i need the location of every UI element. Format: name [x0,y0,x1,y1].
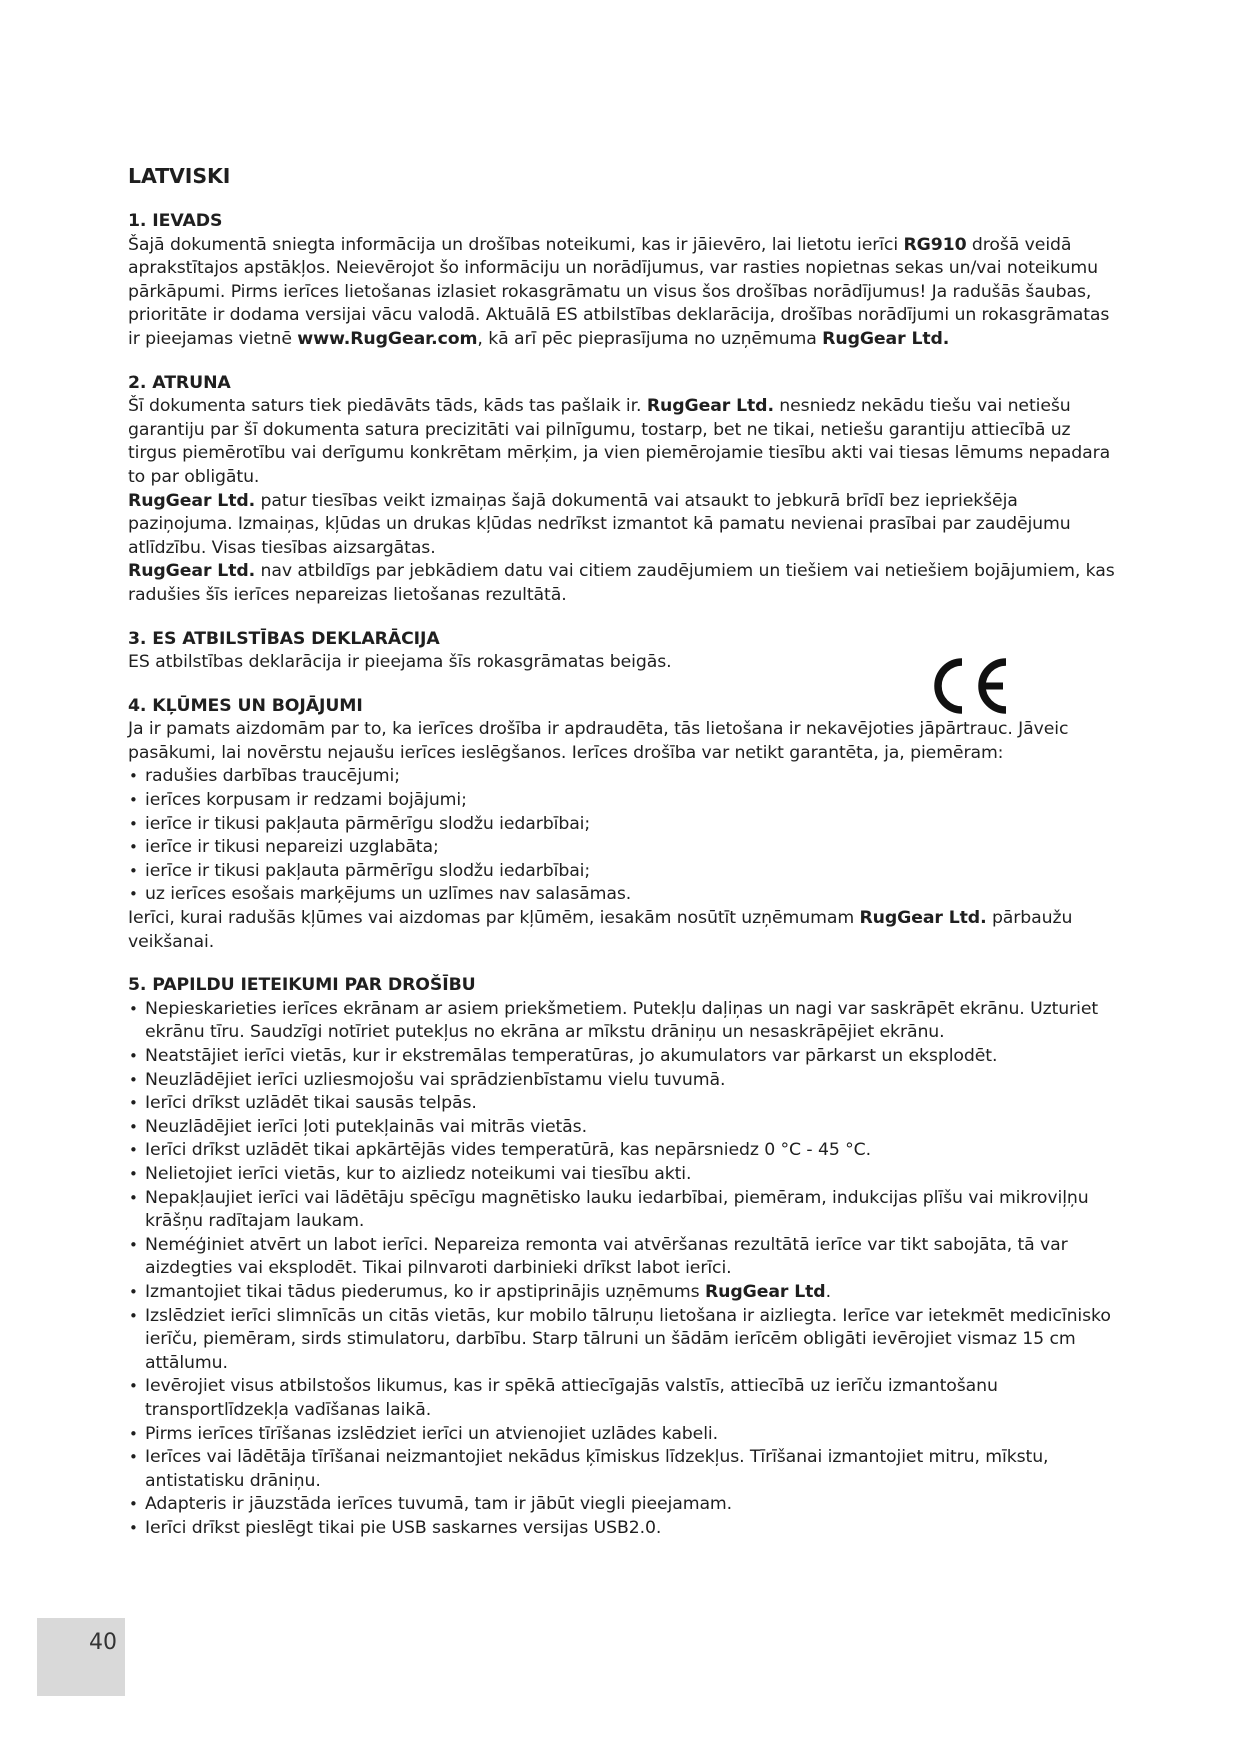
section-title: 5. PAPILDU IETEIKUMI PAR DROŠĪBU [128,975,476,996]
section-disclaimer [128,372,1118,608]
list-item: • ierīce ir tikusi pakļauta pārmērīgu slodžu iedarbībai; [128,813,1118,837]
company-name: RugGear Ltd. [859,908,987,929]
text-run: drošā veidā aprakstītajos apstākļos. Neievērojot šo informāciju un norādījumus, var rasties nopietnas sekas un/vai noteikumu pārkāpumi. Pirms ierīces lietošanas izlasiet rokasgrāmatu un visus šos drošības norādījumus! Ja radušās šaubas, prioritāte ir dodama versijai vācu valodā. Aktuālā ES atbilstības deklarācija, drošības norādījumi un rokasgrāmatas ir pieejamas vietnē [128,234,1110,349]
conformity-text: ES atbilstības deklarācija ir pieejama šīs rokasgrāmatas beigās. [128,652,672,673]
section-title: 1. IEVADS [128,211,223,231]
faults-intro: Ja ir pamats aizdomām par to, ka ierīces drošība ir apdraudēta, tās lietošana ir nekavējoties jāpārtrauc. Jāveic pasākumi, lai novērstu nejaušu ierīces ieslēgšanos. Ierīces drošība var netikt garantēta, ja, piemēram: [128,719,1069,763]
list-item: • Ierīci drīkst uzlādēt tikai sausās telpās. [128,1092,1118,1116]
section-safety [128,974,1118,1540]
intro-paragraph [128,234,1118,352]
page-number-tab [37,1618,125,1696]
company-name: RugGear Ltd. [128,490,256,511]
disclaimer-paragraph-3 [128,560,1118,607]
company-name: RugGear Ltd. [128,561,256,582]
text-run: . [825,1281,831,1302]
list-item: • Neméģiniet atvērt un labot ierīci. Nepareiza remonta vai atvēršanas rezultātā ierīce var tikt sabojāta, tā var aizdegties vai eksplodēt. Tikai pilnvaroti darbinieki drīkst labot ierīci. [128,1234,1118,1281]
text-run: nav atbildīgs par jebkādiem datu vai citiem zaudējumiem un tiešiem vai netiešiem bojājumiem, kas radušies šīs ierīces nepareizas lietošanas rezultātā. [128,561,1115,605]
text-run: Ierīci, kurai radušās kļūmes vai aizdomas par kļūmēm, iesakām nosūtīt uzņēmumam [128,908,860,929]
device-model: RG910 [903,234,967,255]
list-item: • Ierīci drīkst pieslēgt tikai pie USB saskarnes versijas USB2.0. [128,1517,1118,1541]
page-number: 40 [89,1630,117,1655]
section-title: 3. ES ATBILSTĪBAS DEKLARĀCIJA [128,628,440,649]
section-intro [128,210,1118,352]
text-run: nesniedz nekādu tiešu vai netiešu garantiju par šī dokumenta satura precizitāti vai pilnīgumu, tostarp, bet ne tikai, netiešu garantiju attiecībā uz tirgus piemērotību vai derīgumu konkrētam mērķim, ja vien piemērojamie tiesību akti vai tiesas lēmums nepadara to par obligātu. [128,396,1111,487]
list-item: • Ierīci drīkst uzlādēt tikai apkārtējās vides temperatūrā, kas nepārsniedz 0 °C - 45 °C. [128,1139,1118,1163]
list-item [128,1281,1118,1305]
company-name: RugGear Ltd. [822,328,950,349]
list-item: • Adapteris ir jāuzstāda ierīces tuvumā, tam ir jābūt viegli pieejamam. [128,1493,1118,1517]
text-run: pārbaužu veikšanai. [128,908,1073,952]
website-url[interactable]: www.RugGear.com [297,328,478,349]
disclaimer-paragraph-1 [128,395,1118,489]
list-item: • Neuzlādējiet ierīci ļoti putekļainās vai mitrās vietās. [128,1116,1118,1140]
text-run: , kā arī pēc pieprasījuma no uzņēmuma [477,328,823,349]
list-item: • Ierīces vai lādētāja tīrīšanai neizmantojiet nekādus ķīmiskus līdzekļus. Tīrīšanai izmantojiet mitru, mīkstu, antistatisku drāniņu. [128,1446,1118,1493]
list-item: • Neuzlādējiet ierīci uzliesmojošu vai sprādzienbīstamu vielu tuvumā. [128,1069,1118,1093]
list-item: • radušies darbības traucējumi; [128,765,1118,789]
language-title: LATVISKI [128,164,231,188]
safety-list [128,998,1118,1541]
disclaimer-paragraph-2 [128,490,1118,561]
text-run: Šī dokumenta saturs tiek piedāvāts tāds, kāds tas pašlaik ir. [128,396,647,417]
ce-mark-icon [926,654,1010,718]
list-item: • uz ierīces esošais marķējums un uzlīmes nav salasāmas. [128,883,1118,907]
text-run: patur tiesības veikt izmaiņas šajā dokumentā vai atsaukt to jebkurā brīdī bez iepriekšēja paziņojuma. Izmaiņas, kļūdas un drukas kļūdas nedrīkst izmantot kā pamatu nevienai prasībai par zaudējumu atlīdzību. Visas tiesības aizsargātas. [128,490,1071,558]
list-item: • Nepieskarieties ierīces ekrānam ar asiem priekšmetiem. Putekļu daļiņas un nagi var saskrāpēt ekrānu. Uzturiet ekrānu tīru. Saudzīgi notīriet putekļus no ekrāna ar mīkstu drāniņu un nesaskrāpējiet ekrānu. [128,998,1118,1045]
list-item: • ierīce ir tikusi nepareizi uzglabāta; [128,836,1118,860]
list-item: • ierīces korpusam ir redzami bojājumi; [128,789,1118,813]
company-name: RugGear Ltd [704,1281,826,1302]
section-title: 2. ATRUNA [128,372,231,393]
section-faults [128,695,1118,955]
list-item: • Nepakļaujiet ierīci vai lādētāju spēcīgu magnētisko lauku iedarbībai, piemēram, indukcijas plīšu vai mikroviļņu krāšņu radītajam laukam. [128,1187,1118,1234]
list-item: • ierīce ir tikusi pakļauta pārmērīgu slodžu iedarbībai; [128,860,1118,884]
company-name: RugGear Ltd. [646,396,774,417]
list-item: • Neatstājiet ierīci vietās, kur ir ekstremālas temperatūras, jo akumulators var pārkarst un eksplodēt. [128,1045,1118,1069]
page-content [128,162,1118,1560]
list-item: • Nelietojiet ierīci vietās, kur to aizliedz noteikumi vai tiesību akti. [128,1163,1118,1187]
text-run: Izmantojiet tikai tādus piederumus, ko ir apstiprinājis uzņēmums [145,1281,705,1302]
faults-outro [128,907,1118,954]
faults-list [128,765,1118,907]
list-item: • Izslēdziet ierīci slimnīcās un citās vietās, kur mobilo tālruņu lietošana ir aizliegta. Ierīce var ietekmēt medicīnisko ierīču, piemēram, sirds stimulatoru, darbību. Starp tālruni un šādām ierīcēm obligāti ievērojiet vismaz 15 cm attālumu. [128,1305,1118,1376]
list-item: • Ievērojiet visus atbilstošos likumus, kas ir spēkā attiecīgajās valstīs, attiecībā uz ierīču izmantošanu transportlīdzekļa vadīšanas laikā. [128,1375,1118,1422]
text-run: Šajā dokumentā sniegta informācija un drošības noteikumi, kas ir jāievēro, lai lietotu ierīci [128,234,904,255]
section-title: 4. KĻŪMES UN BOJĀJUMI [128,695,363,716]
list-item: • Pirms ierīces tīrīšanas izslēdziet ierīci un atvienojiet uzlādes kabeli. [128,1423,1118,1447]
